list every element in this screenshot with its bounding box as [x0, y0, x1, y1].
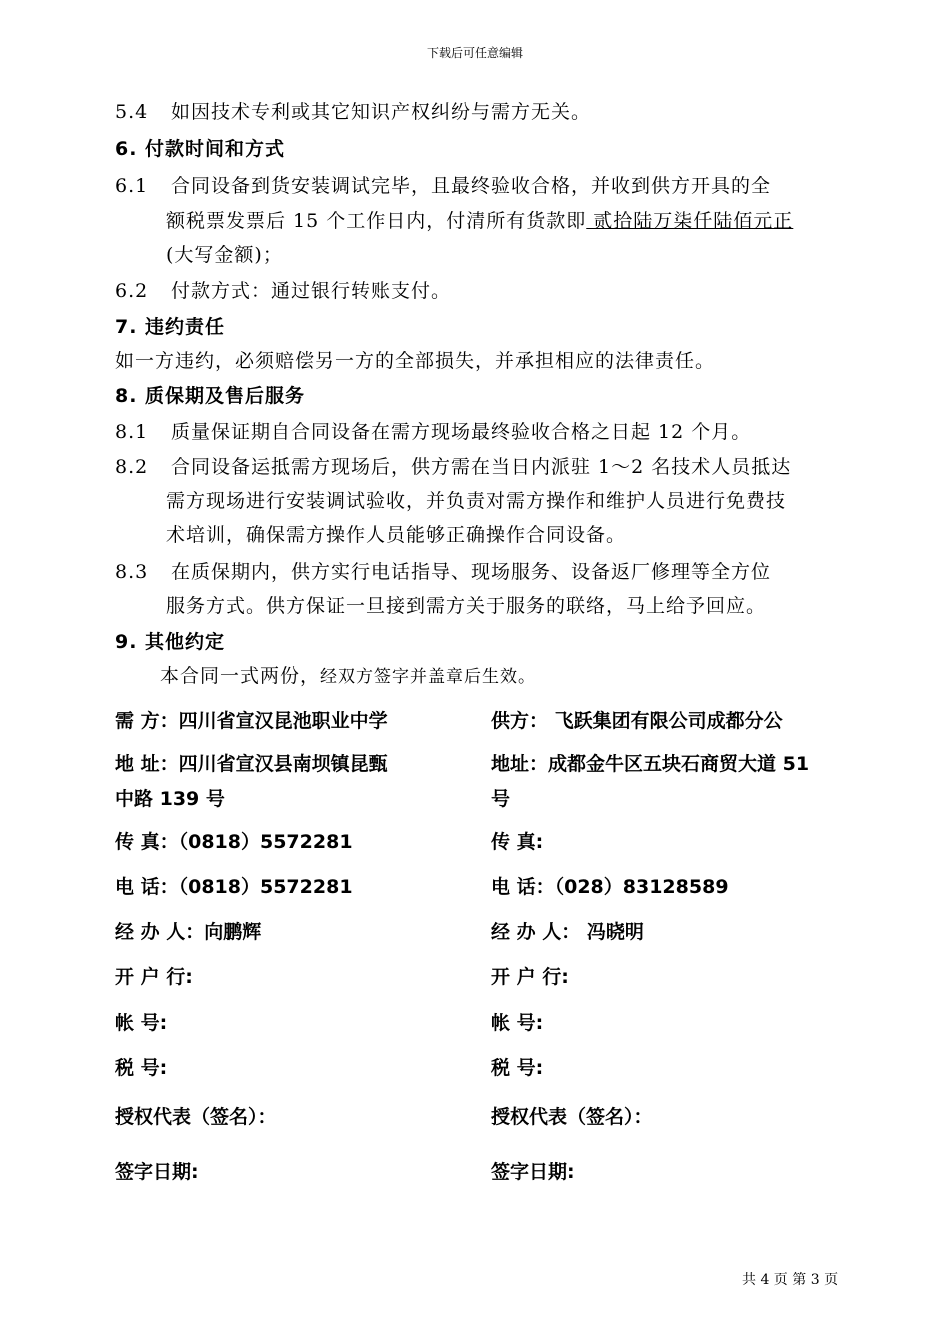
section-7-paragraph: 如一方违约，必须赔偿另一方的全部损失，并承担相应的法律责任。	[115, 350, 716, 372]
buyer-phone: 电 话：（0818）5572281	[115, 876, 353, 898]
clause-5-4	[115, 97, 591, 124]
clause-text: 付款方式：通过银行转账支付。	[171, 280, 452, 302]
section-7-heading: 7. 违约责任	[115, 316, 226, 338]
paragraph-text: 本合同一式两份，	[160, 665, 321, 687]
clause-8-2-line3: 术培训，确保需方操作人员能够正确操作合同设备。	[166, 524, 627, 546]
clause-number: 6.1	[115, 175, 149, 197]
buyer-sign-date: 签字日期:	[115, 1161, 199, 1183]
section-9-heading: 9. 其他约定	[115, 631, 226, 653]
seller-agent: 经 办 人： 冯晓明	[491, 921, 644, 943]
clause-6-1-line3: (大写金额)；	[166, 244, 283, 266]
section-9-paragraph	[160, 661, 536, 688]
clause-number: 5.4	[115, 101, 149, 123]
paragraph-text-small: 经双方签字并盖章后生效。	[320, 667, 537, 687]
clause-number: 8.1	[115, 421, 149, 443]
clause-text: 额税票发票后 15 个工作日内，付清所有货款即	[166, 210, 587, 232]
buyer-representative-signature: 授权代表（签名）：	[115, 1106, 277, 1128]
seller-account: 帐 号:	[491, 1012, 544, 1034]
seller-bank: 开 户 行:	[491, 966, 569, 988]
clause-text: 合同设备到货安装调试完毕，且最终验收合格，并收到供方开具的全	[171, 175, 772, 197]
seller-name: 供方： 飞跃集团有限公司成都分公	[491, 710, 783, 732]
clause-text: 合同设备运抵需方现场后，供方需在当日内派驻 1～2 名技术人员抵达	[171, 456, 792, 478]
seller-address-cont: 号	[491, 788, 511, 810]
buyer-account: 帐 号:	[115, 1012, 168, 1034]
buyer-fax: 传 真：（0818）5572281	[115, 831, 353, 853]
clause-6-2	[115, 276, 451, 303]
clause-number: 6.2	[115, 280, 149, 302]
clause-8-2	[115, 452, 791, 479]
seller-fax: 传 真:	[491, 831, 544, 853]
clause-8-2-line2: 需方现场进行安装调试验收，并负责对需方操作和维护人员进行免费技	[166, 490, 787, 512]
clause-text: 如因技术专利或其它知识产权纠纷与需方无关。	[171, 101, 592, 123]
clause-text: 质量保证期自合同设备在需方现场最终验收合格之日起 12 个月。	[171, 421, 752, 443]
seller-address: 地址：成都金牛区五块石商贸大道 51	[491, 753, 810, 775]
buyer-address: 地 址：四川省宣汉县南坝镇昆甄	[115, 753, 388, 775]
seller-representative-signature: 授权代表（签名）：	[491, 1106, 653, 1128]
clause-text: 在质保期内，供方实行电话指导、现场服务、设备返厂修理等全方位	[171, 561, 772, 583]
page-footer: 共 4 页 第 3 页	[742, 1272, 839, 1288]
clause-8-1	[115, 417, 751, 444]
seller-sign-date: 签字日期:	[491, 1161, 575, 1183]
buyer-bank: 开 户 行:	[115, 966, 193, 988]
clause-6-1-line2	[166, 206, 793, 233]
buyer-name: 需 方：四川省宣汉昆池职业中学	[115, 710, 388, 732]
clause-8-3	[115, 557, 771, 584]
clause-number: 8.3	[115, 561, 149, 583]
buyer-tax-number: 税 号:	[115, 1057, 168, 1079]
section-8-heading: 8. 质保期及售后服务	[115, 385, 306, 407]
page-header: 下载后可任意编辑	[426, 46, 523, 60]
amount-in-words: 贰拾陆万柒仟陆佰元正	[586, 210, 794, 232]
seller-phone: 电 话：（028）83128589	[491, 876, 729, 898]
section-6-heading: 6. 付款时间和方式	[115, 138, 286, 160]
buyer-address-cont: 中路 139 号	[115, 788, 225, 810]
clause-8-3-line2: 服务方式。供方保证一旦接到需方关于服务的联络，马上给予回应。	[166, 595, 767, 617]
clause-6-1	[115, 171, 771, 198]
clause-number: 8.2	[115, 456, 149, 478]
seller-tax-number: 税 号:	[491, 1057, 544, 1079]
buyer-agent: 经 办 人：向鹏辉	[115, 921, 262, 943]
